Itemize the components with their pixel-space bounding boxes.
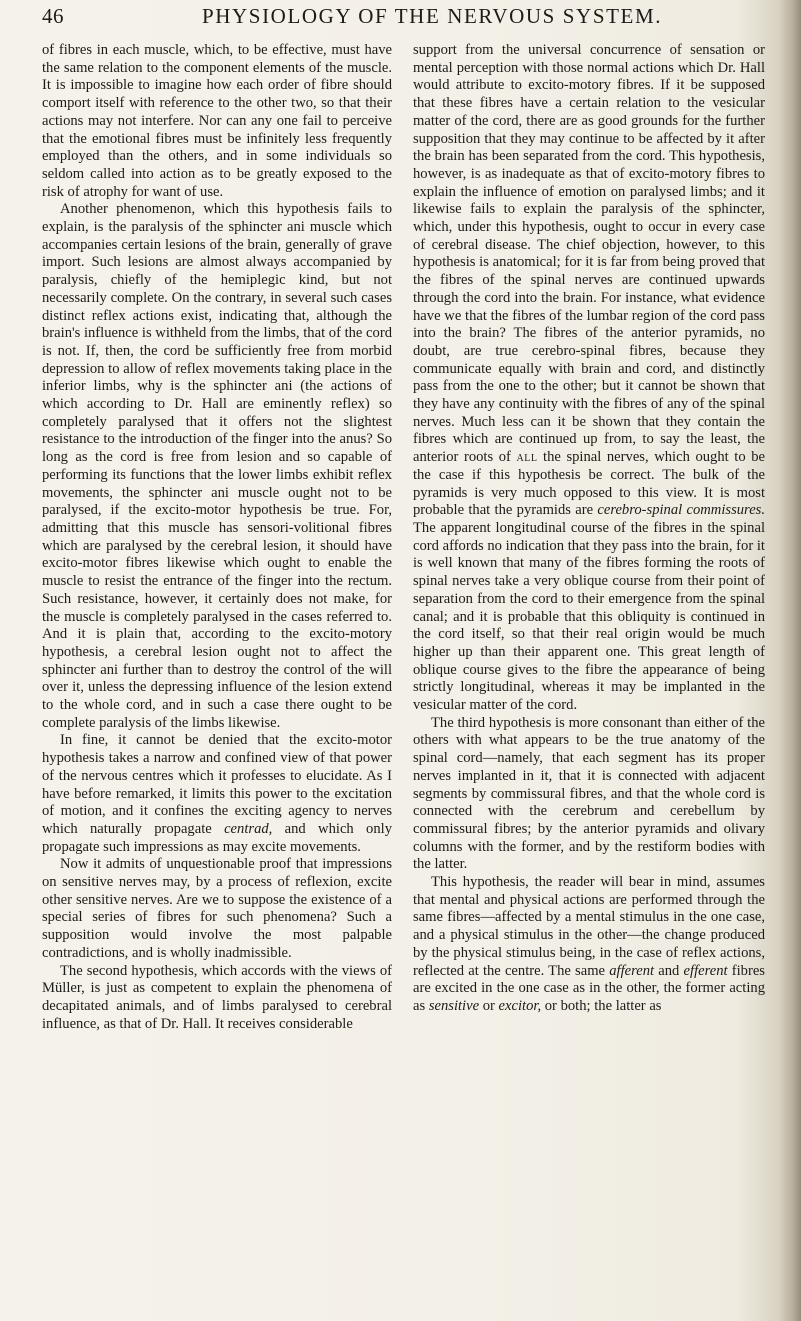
- page-number: 46: [42, 4, 64, 28]
- right-column: [413, 42, 765, 1016]
- left-column: [42, 42, 392, 1033]
- paragraph-anatomical-objection: support from the universal concurrence of sensation or mental perception with those normal actions which Dr. Hall would attribute to excito-motory fibres. If it be supposed that these fibres have a certain relation to the vesicular matter of the cord, there are as good grounds for the further supposition that they may continue to be affected by it after the brain has been separated from the cord. This hypothesis, however, is as inadequate as that of excito-motory fibres to explain the influence of emotion on paralysed limbs; and it likewise fails to explain the paralysis of the sphincter, which, under this hypothesis, ought to occur in every case of cerebral disease. The chief objection, however, to this hypothesis is anatomical; for it is far from being proved that the fibres of the spinal nerves are continued upwards through the cord into the brain. For instance, what evidence have we that the fibres of the lumbar region of the cord pass into the brain? The fibres of the anterior pyramids, no doubt, are true cerebro-spinal fibres, because they communicate equally with brain and cord, and distinctly pass from the one to the other; but it cannot be shown that they have any continuity with the fibres of any of the spinal nerves. Much less can it be shown that they contain the fibres which are continued up from, to say the least, the anterior roots of all the spinal nerves, which ought to be the case if this hypothesis be correct. The bulk of the pyramids is very much opposed to this view. It is most probable that the pyramids are cerebro-spinal commissures. The apparent longitudinal course of the fibres in the spinal cord affords no indication that they pass into the brain, for it is well known that many of the fibres forming the roots of spinal nerves take a very oblique course from their point of separation from the cord to their emergence from the spinal canal; and it is probable that this obliquity is continued in the cord itself, so that their real origin would be much higher up than their apparent one. This great length of oblique course gives to the fibre the appearance of being strictly longitudinal, whereas it may be implanted in the vesicular matter of the cord.: [413, 42, 765, 714]
- running-head: PHYSIOLOGY OF THE NERVOUS SYSTEM.: [202, 4, 663, 28]
- paragraph-third-hypothesis: The third hypothesis is more consonant than either of the others with what appears to be the true anatomy of the spinal cord—namely, that each segment has its proper nerves implanted in it, that it is connected with adjacent segments by commissural fibres, and that the whole cord is connected with the cerebrum and cerebellum by commissural fibres; by the anterior pyramids and olivary columns with the former, and by the restiform bodies with the latter.: [413, 714, 765, 873]
- paragraph-reflexion: Now it admits of unquestionable proof that impressions on sensitive nerves may, by a process of reflexion, excite other sensitive nerves. Are we to suppose the existence of a special series of fibres for such phenomena? Such a supposition would involve the most palpable contradictions, and is wholly inadmissible.: [42, 856, 392, 961]
- page-gutter-shadow: [779, 0, 801, 1321]
- paragraph-sphincter: Another phenomenon, which this hypothesis fails to explain, is the paralysis of the sphincter ani muscle which accompanies certain lesions of the brain, generally of grave import. Such lesions are almost always accompanied by paralysis, chiefly of the hemiplegic kind, but not necessarily complete. On the contrary, in several such cases distinct reflex actions exist, indicating that, although the brain's influence is withheld from the limbs, that of the cord is not. If, then, the cord be sufficiently free from morbid depression to allow of reflex movements taking place in the inferior limbs, why is the sphincter ani (the actions of which according to Dr. Hall are eminently reflex) so completely paralysed that it offers not the slightest resistance to the introduction of the finger into the anus? So long as the cord is free from lesion and so capable of performing its functions that the lower limbs exhibit reflex movements, the sphincter ani muscle ought not to be paralysed, if the excito-motor hypothesis be true. For, admitting that this muscle has sensori-volitional fibres which are paralysed by the cerebral lesion, it should have excito-motor fibres likewise which ought to enable the muscle to resist the entrance of the finger into the rectum. Such resistance, however, it certainly does not make, for the muscle is completely paralysed in the cases referred to. And it is plain that, according to the excito-motory hypothesis, a cerebral lesion ought not to affect the sphincter ani further than to destroy the control of the will over it, unless the depressing influence of the lesion extend to the whole cord, and in such a case there ought to be complete paralysis of the limbs likewise.: [42, 201, 392, 731]
- page-header: [42, 4, 767, 38]
- paragraph-continued: of fibres in each muscle, which, to be effective, must have the same relation to the component elements of the muscle. It is impossible to imagine how each order of fibre should comport itself with reference to the other two, so that their actions may not interfere. Nor can any one fail to perceive that the emotional fibres must be infinitely less frequently employed than the others, and in some individuals so seldom called into action as to be greatly exposed to the risk of atrophy for want of use.: [42, 42, 392, 200]
- paragraph-second-hypothesis: The second hypothesis, which accords with the views of Müller, is just as competent to explain the phenomena of decapitated animals, and of limbs paralysed to cerebral influence, as that of Dr. Hall. It receives considerable: [42, 962, 392, 1032]
- paragraph-afferent-efferent: This hypothesis, the reader will bear in mind, assumes that mental and physical actions are performed through the same fibres—affected by a mental stimulus in the one case, and a physical stimulus in the other—the change produced by the physical stimulus being, in the case of reflex actions, reflected at the centre. The same afferent and efferent fibres are excited in the one case as in the other, the former acting as sensitive or excitor, or both; the latter as: [413, 874, 765, 1014]
- paragraph-in-fine: In fine, it cannot be denied that the excito-motor hypothesis takes a narrow and confined view of that power of the nervous centres which it professes to elucidate. As I have before remarked, it limits this power to the excitation of motion, and it confines the exciting agency to nerves which naturally propagate centrad, and which only propagate such impressions as may excite movements.: [42, 732, 392, 855]
